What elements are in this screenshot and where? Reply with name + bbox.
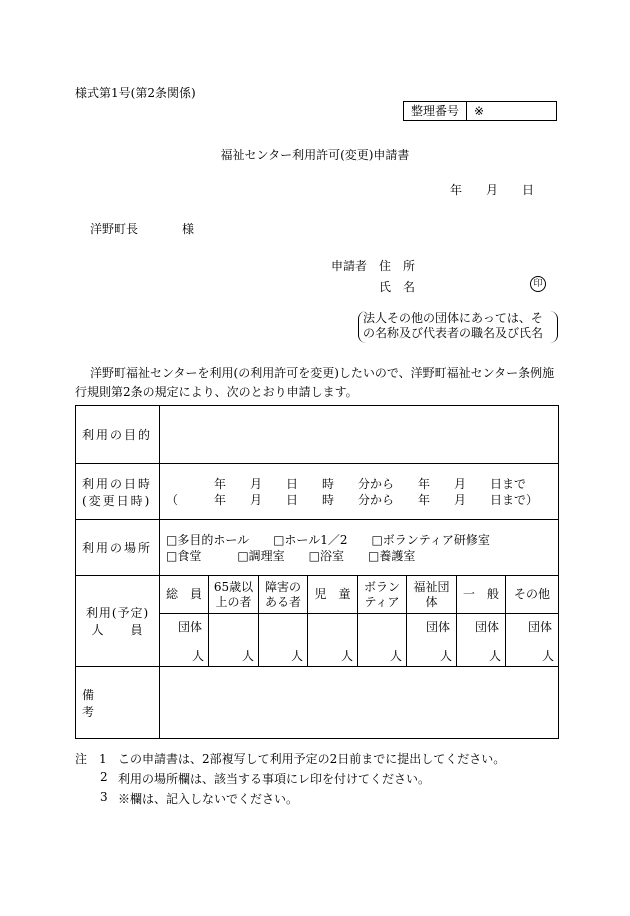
applicant-label: 申請者	[331, 259, 368, 273]
document-title: 福祉センター利用許可(変更)申請書	[220, 148, 410, 162]
person-unit: 人	[439, 649, 452, 663]
group-unit: 団体	[474, 620, 499, 634]
category-disabled: 障害の ある者	[259, 576, 308, 614]
count-elderly[interactable]	[209, 614, 259, 667]
person-unit: 人	[191, 649, 204, 663]
corporate-note-line: の名称及び代表者の職名及び氏名	[363, 326, 544, 340]
count-general[interactable]	[457, 614, 506, 667]
note-3-prefix: 3	[100, 790, 108, 804]
reference-number-label: 整理番号	[404, 102, 467, 120]
persons-label: 人 員	[91, 623, 144, 637]
corporate-note-line: 法人その他の団体にあっては、そ	[363, 311, 543, 325]
name-label: 氏 名	[379, 280, 416, 294]
corporate-note-bracket	[358, 311, 558, 343]
application-table	[75, 405, 559, 739]
remarks-label: 備 考	[76, 667, 160, 739]
person-unit: 人	[389, 649, 402, 663]
persons-label: 利用(予定)	[85, 606, 150, 620]
intro-line: 行規則第2条の規定により、次のとおり申請します。	[75, 385, 358, 399]
person-unit: 人	[488, 649, 501, 663]
intro-line: 洋野町福祉センターを利用(の利用許可を変更)したいので、洋野町福祉センター条例施	[90, 366, 555, 380]
form-number: 様式第1号(第2条関係)	[75, 86, 196, 100]
purpose-label: 利用の目的	[76, 406, 160, 464]
category-total: 総 員	[160, 576, 209, 614]
group-unit: 団体	[177, 620, 202, 634]
place-field[interactable]	[160, 520, 559, 576]
person-unit: 人	[290, 649, 303, 663]
addressee-name: 洋野町長	[90, 222, 139, 236]
category-welfare-group: 福祉団 体	[407, 576, 457, 614]
datetime-label-cell	[76, 464, 160, 520]
count-other[interactable]	[506, 614, 559, 667]
note-3-text: ※欄は、記入しないでください。	[118, 792, 299, 806]
purpose-field[interactable]	[160, 406, 559, 464]
seal-mark: 印	[530, 276, 546, 292]
count-welfare-group[interactable]	[407, 614, 457, 667]
note-1-prefix: 注 1	[75, 752, 107, 766]
group-unit: 団体	[425, 620, 450, 634]
datetime-change-line: （ 年 月 日 時 分から 年 月 日まで）	[166, 492, 539, 507]
reference-number-box	[403, 101, 557, 121]
place-label: 利用の場所	[76, 520, 160, 576]
addressee-honorific: 様	[182, 222, 195, 236]
place-options-line: □食堂 □調理室 □浴室 □養護室	[166, 548, 416, 563]
datetime-change-label: (変更日時)	[82, 493, 152, 508]
count-disabled[interactable]	[259, 614, 308, 667]
address-label: 住 所	[379, 259, 416, 273]
reference-number-value: ※	[474, 104, 485, 118]
count-total[interactable]	[160, 614, 209, 667]
category-children: 児 童	[308, 576, 358, 614]
persons-label-cell	[76, 576, 160, 667]
note-1-text: この申請書は、2部複写して利用予定の2日前までに提出してください。	[118, 752, 506, 766]
place-options-line: □多目的ホール □ホール1／2 □ボランティア研修室	[166, 532, 490, 547]
datetime-field[interactable]	[160, 464, 559, 520]
note-2-prefix: 2	[100, 770, 108, 784]
datetime-line: 年 月 日 時 分から 年 月 日まで	[166, 476, 527, 491]
category-volunteer: ボラン ティア	[358, 576, 407, 614]
group-unit: 団体	[527, 620, 552, 634]
remarks-field[interactable]	[160, 667, 559, 739]
date-line: 年 月 日	[450, 183, 535, 197]
datetime-label: 利用の日時	[82, 476, 153, 491]
category-elderly: 65歳以 上の者	[209, 576, 259, 614]
category-general: 一 般	[457, 576, 506, 614]
count-children[interactable]	[308, 614, 358, 667]
person-unit: 人	[241, 649, 254, 663]
note-2-text: 利用の場所欄は、該当する事項にレ印を付けてください。	[118, 772, 431, 786]
category-other: その他	[506, 576, 559, 614]
person-unit: 人	[340, 649, 353, 663]
count-volunteer[interactable]	[358, 614, 407, 667]
person-unit: 人	[541, 649, 554, 663]
